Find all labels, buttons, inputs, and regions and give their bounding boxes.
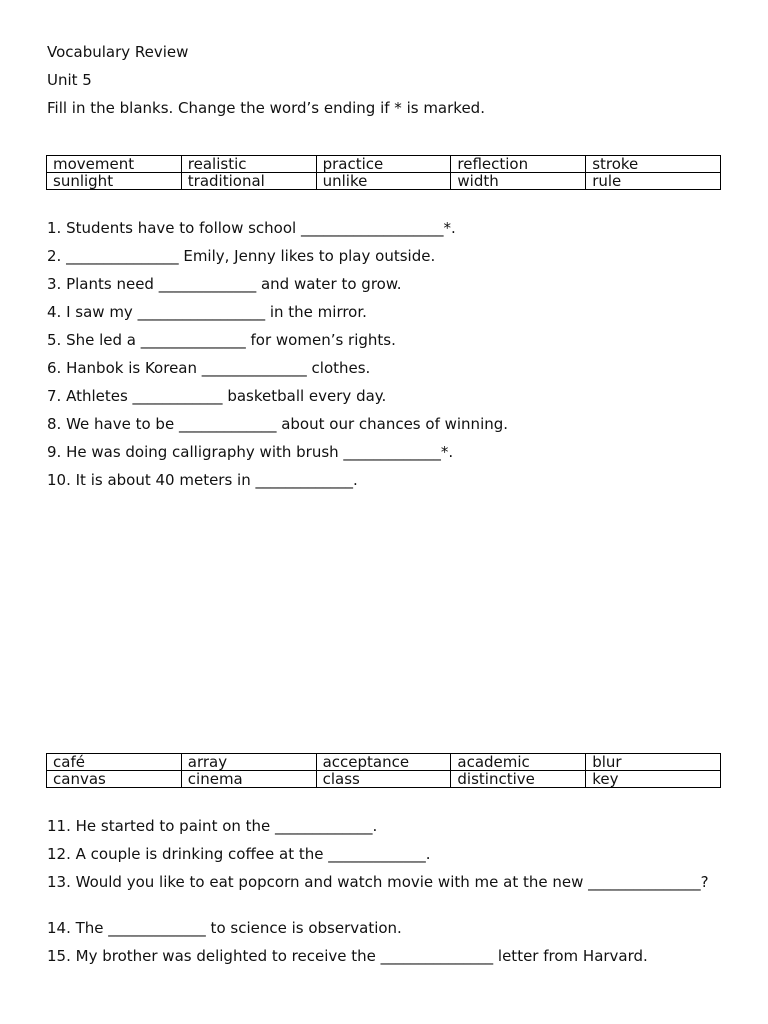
word-bank-cell: width	[451, 173, 586, 190]
word-bank-cell: movement	[47, 156, 182, 173]
word-bank-cell: sunlight	[47, 173, 182, 190]
question: 15. My brother was delighted to receive the _______________ letter from Harvard.	[47, 947, 648, 965]
word-bank-cell: blur	[586, 754, 721, 771]
word-bank-cell: class	[316, 771, 451, 788]
word-bank-1	[46, 155, 721, 190]
word-bank-2	[46, 753, 721, 788]
question: 14. The _____________ to science is observation.	[47, 919, 402, 937]
word-bank-cell: café	[47, 754, 182, 771]
word-bank-row	[47, 173, 721, 190]
question: 2. _______________ Emily, Jenny likes to play outside.	[47, 247, 436, 265]
word-bank-cell: rule	[586, 173, 721, 190]
word-bank-cell: stroke	[586, 156, 721, 173]
word-bank-cell: realistic	[181, 156, 316, 173]
word-bank-cell: array	[181, 754, 316, 771]
word-bank-cell: unlike	[316, 173, 451, 190]
question: 6. Hanbok is Korean ______________ clothes.	[47, 359, 371, 377]
word-bank-cell: distinctive	[451, 771, 586, 788]
question: 10. It is about 40 meters in _____________.	[47, 471, 358, 489]
word-bank-cell: key	[586, 771, 721, 788]
word-bank-row	[47, 156, 721, 173]
question: 8. We have to be _____________ about our chances of winning.	[47, 415, 509, 433]
question: 9. He was doing calligraphy with brush _____________*.	[47, 443, 454, 461]
question: 4. I saw my _________________ in the mirror.	[47, 303, 367, 321]
word-bank-cell: acceptance	[316, 754, 451, 771]
unit-label: Unit 5	[47, 71, 92, 89]
word-bank-cell: practice	[316, 156, 451, 173]
word-bank-row	[47, 754, 721, 771]
word-bank-row	[47, 771, 721, 788]
word-bank-cell: cinema	[181, 771, 316, 788]
question: 7. Athletes ____________ basketball every day.	[47, 387, 387, 405]
word-bank-cell: reflection	[451, 156, 586, 173]
worksheet-title: Vocabulary Review	[47, 43, 189, 61]
question: 5. She led a ______________ for women’s rights.	[47, 331, 396, 349]
instructions: Fill in the blanks. Change the word’s ending if * is marked.	[47, 99, 485, 117]
word-bank-cell: traditional	[181, 173, 316, 190]
word-bank-cell: canvas	[47, 771, 182, 788]
question: 13. Would you like to eat popcorn and watch movie with me at the new _______________?	[47, 873, 709, 891]
question: 12. A couple is drinking coffee at the _____________.	[47, 845, 431, 863]
question: 3. Plants need _____________ and water to grow.	[47, 275, 402, 293]
question: 1. Students have to follow school ___________________*.	[47, 219, 456, 237]
question: 11. He started to paint on the _____________.	[47, 817, 378, 835]
word-bank-cell: academic	[451, 754, 586, 771]
